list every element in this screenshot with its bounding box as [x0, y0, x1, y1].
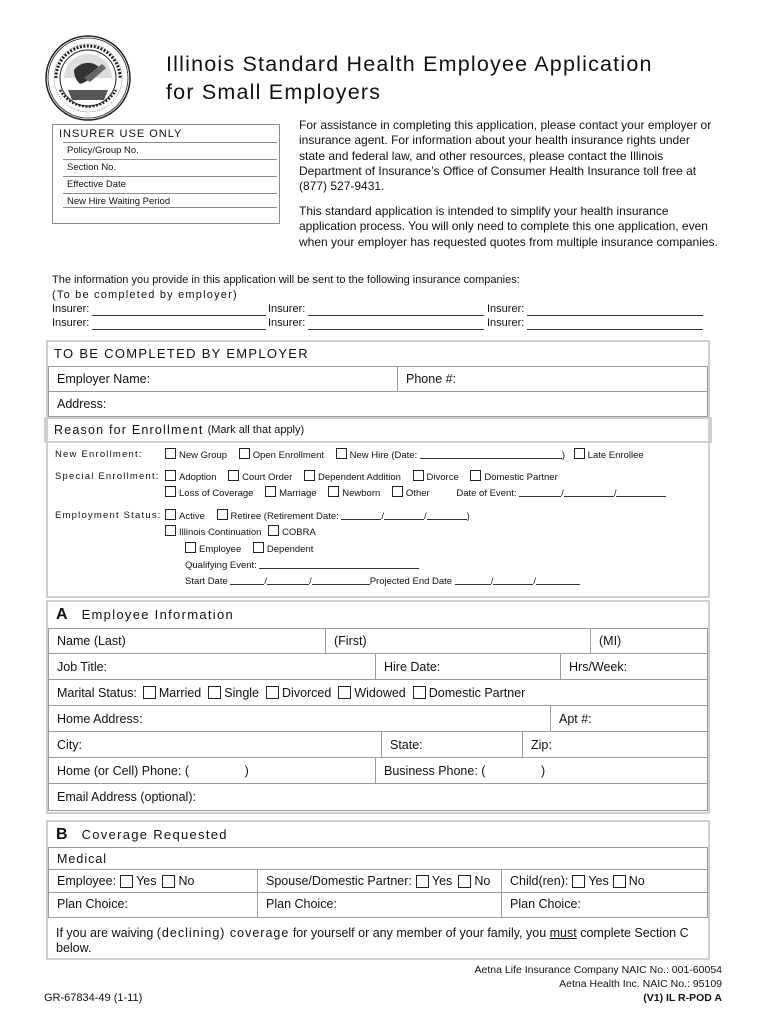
- employee-plan-choice-field[interactable]: Plan Choice:: [48, 892, 258, 918]
- late-enrollee-checkbox[interactable]: [574, 448, 585, 459]
- dependent-addition-checkbox[interactable]: [304, 470, 315, 481]
- effective-date-field[interactable]: Effective Date: [63, 176, 277, 191]
- last-name-field[interactable]: Name (Last): [48, 628, 326, 654]
- state-field[interactable]: State:: [381, 731, 523, 758]
- divorce-label: Divorce: [426, 472, 459, 483]
- active-checkbox[interactable]: [165, 509, 176, 520]
- new-enrollment-options: [165, 448, 644, 461]
- apartment-field[interactable]: Apt #:: [550, 705, 708, 732]
- waiving-coverage-note: [48, 923, 708, 959]
- cobra-label: COBRA: [282, 527, 316, 538]
- medical-label: Medical: [48, 847, 708, 870]
- section-a-letter: A: [56, 606, 68, 623]
- hours-per-week-field[interactable]: Hrs/Week:: [560, 653, 708, 680]
- retiree-checkbox[interactable]: [217, 509, 228, 520]
- insurer-label-3: Insurer:: [487, 303, 525, 315]
- home-phone-field[interactable]: [48, 757, 376, 784]
- retirement-day-line[interactable]: [384, 509, 424, 520]
- middle-initial-field[interactable]: (MI): [590, 628, 708, 654]
- insurers-intro: The information you provide in this application will be sent to the following insurance companies:: [52, 274, 520, 286]
- section-a-header: [56, 606, 234, 624]
- spouse-coverage-label: Spouse/Domestic Partner:: [266, 874, 412, 888]
- employee-checkbox[interactable]: [185, 542, 196, 553]
- assistance-paragraph: For assistance in completing this application, please contact your employer or insurance agent. For information about your health insurance rights under state and federal law, and other resources, please contact the Illinois Department of Insurance’s Office of Consumer Health Insurance toll free at (877) 527-9431.: [299, 118, 712, 194]
- active-label: Active: [179, 511, 205, 522]
- new-hire-checkbox[interactable]: [336, 448, 347, 459]
- hire-date-field[interactable]: Hire Date:: [375, 653, 561, 680]
- special-enrollment-row1: [165, 470, 558, 483]
- insurer-1-line[interactable]: [92, 315, 266, 316]
- court-order-checkbox[interactable]: [228, 470, 239, 481]
- children-yes-label: Yes: [588, 874, 609, 888]
- insurer-label-5: Insurer:: [268, 317, 306, 329]
- employee-yes-checkbox[interactable]: [120, 875, 133, 888]
- footer-aetna-health: Aetna Health Inc. NAIC No.: 95109: [559, 978, 722, 990]
- insurer-2-line[interactable]: [308, 315, 484, 316]
- spouse-no-label: No: [474, 874, 491, 888]
- projected-end-date-label: Projected End Date: [369, 576, 453, 587]
- late-enrollee-label: Late Enrollee: [587, 450, 644, 461]
- loss-of-coverage-checkbox[interactable]: [165, 486, 176, 497]
- open-enrollment-label: Open Enrollment: [252, 450, 324, 461]
- children-coverage-cell: [501, 869, 708, 893]
- special-enrollment-row2: Loss of Coverage Marriage Newborn Other Date of Event: / /: [165, 486, 666, 499]
- new-hire-close: ): [561, 450, 566, 461]
- special-enrollment-label: Special Enrollment:: [55, 471, 160, 482]
- start-month-line[interactable]: [230, 574, 264, 585]
- retirement-month-line[interactable]: [341, 509, 381, 520]
- children-plan-choice-field[interactable]: Plan Choice:: [501, 892, 708, 918]
- title-line-1: Illinois Standard Health Employee Application: [166, 52, 653, 76]
- new-hire-waiting-period-field[interactable]: New Hire Waiting Period: [63, 193, 277, 208]
- employer-section-header: TO BE COMPLETED BY EMPLOYER: [54, 346, 309, 361]
- dependent-status-label: Dependent: [266, 544, 314, 555]
- illinois-continuation-checkbox[interactable]: [165, 525, 176, 536]
- new-enrollment-label: New Enrollment:: [55, 449, 143, 460]
- section-b-letter: B: [56, 826, 68, 843]
- event-month-line[interactable]: [519, 486, 561, 497]
- domestic-partner-label: Domestic Partner: [484, 472, 558, 483]
- employer-name-field[interactable]: Employer Name:: [48, 366, 398, 392]
- children-yes-checkbox[interactable]: [572, 875, 585, 888]
- employer-address-field[interactable]: Address:: [48, 391, 708, 417]
- dependent-checkbox[interactable]: [253, 542, 264, 553]
- start-end-date-row: Start Date / / Projected End Date / /: [185, 574, 580, 587]
- footer-aetna-life: Aetna Life Insurance Company NAIC No.: 001-60054: [474, 964, 722, 976]
- children-coverage-label: Child(ren):: [510, 874, 569, 888]
- marital-status-label: Marital Status:: [57, 685, 137, 700]
- widowed-label: Widowed: [354, 685, 406, 700]
- standard-application-paragraph: This standard application is intended to simplify your health insurance application process. You will only need to complete this one application, even when your employer has requested quotes from multiple insurance companies.: [299, 204, 718, 249]
- end-year-line[interactable]: [536, 574, 580, 585]
- employee-yes-label: Yes: [136, 874, 157, 888]
- dependent-addition-label: Dependent Addition: [317, 472, 401, 483]
- end-month-line[interactable]: [455, 574, 491, 585]
- employee-coverage-label: Employee:: [57, 874, 117, 888]
- reason-for-enrollment-bar: [44, 417, 712, 443]
- end-day-line[interactable]: [493, 574, 533, 585]
- section-a-title: Employee Information: [81, 607, 235, 622]
- married-label: Married: [158, 685, 202, 700]
- insurer-6-line[interactable]: [527, 329, 703, 330]
- single-label: Single: [224, 685, 260, 700]
- qualifying-event-line[interactable]: [259, 558, 419, 569]
- event-year-line[interactable]: [616, 486, 666, 497]
- insurer-label-6: Insurer:: [487, 317, 525, 329]
- spouse-no-checkbox[interactable]: [458, 875, 471, 888]
- married-checkbox[interactable]: [143, 686, 156, 699]
- waiving-mid: for yourself or any member of your family, you: [292, 926, 547, 940]
- spouse-plan-choice-field[interactable]: Plan Choice:: [257, 892, 502, 918]
- employer-phone-field[interactable]: Phone #:: [397, 366, 708, 392]
- home-address-field[interactable]: Home Address:: [48, 705, 551, 732]
- new-hire-label: New Hire (Date:: [349, 450, 418, 461]
- spouse-yes-checkbox[interactable]: [416, 875, 429, 888]
- insurer-label-2: Insurer:: [268, 303, 306, 315]
- insurer-use-header: INSURER USE ONLY: [59, 128, 183, 140]
- section-no-field[interactable]: Section No.: [63, 159, 277, 174]
- qualifying-event-label: Qualifying Event:: [185, 560, 257, 571]
- waiving-post: complete Section C: [580, 926, 689, 940]
- children-no-label: No: [628, 874, 645, 888]
- insurers-note: (To be completed by employer): [52, 289, 238, 301]
- spouse-coverage-cell: [257, 869, 502, 893]
- insurer-use-only-box: [52, 124, 280, 224]
- zip-field[interactable]: Zip:: [522, 731, 708, 758]
- domestic-partner-marital-checkbox[interactable]: [413, 686, 426, 699]
- section-b-title: Coverage Requested: [81, 827, 228, 842]
- footer-form-number: GR-67834-49 (1-11): [44, 992, 143, 1004]
- waiving-line2: below.: [56, 941, 92, 955]
- divorce-checkbox[interactable]: [413, 470, 424, 481]
- title-line-2: for Small Employers: [166, 80, 382, 104]
- footer-version: (V1) IL R-POD A: [643, 992, 722, 1004]
- start-day-line[interactable]: [267, 574, 309, 585]
- home-phone-area-code: ( ): [184, 763, 249, 778]
- waiving-must: must: [549, 926, 577, 940]
- newborn-checkbox[interactable]: [328, 486, 339, 497]
- home-phone-label: Home (or Cell) Phone:: [57, 763, 182, 778]
- new-group-label: New Group: [179, 450, 228, 461]
- section-b-header: [56, 826, 228, 844]
- email-address-field[interactable]: Email Address (optional):: [48, 783, 708, 811]
- business-phone-label: Business Phone:: [384, 763, 478, 778]
- employee-status-label: Employee: [199, 544, 242, 555]
- employment-status-label: Employment Status:: [55, 510, 162, 521]
- single-checkbox[interactable]: [208, 686, 221, 699]
- start-date-label: Start Date: [185, 576, 228, 587]
- newborn-label: Newborn: [342, 488, 381, 499]
- insurer-label-1: Insurer:: [52, 303, 90, 315]
- insurer-3-line[interactable]: [527, 315, 703, 316]
- retiree-label: Retiree (Retirement Date:: [230, 511, 339, 522]
- adoption-label: Adoption: [179, 472, 217, 483]
- business-phone-area-code: ( ): [481, 763, 546, 778]
- loss-of-coverage-label: Loss of Coverage: [179, 488, 254, 499]
- domestic-partner-marital-label: Domestic Partner: [428, 685, 526, 700]
- domestic-partner-checkbox[interactable]: [470, 470, 481, 481]
- illinois-continuation-label: Illinois Continuation: [179, 527, 262, 538]
- other-checkbox[interactable]: [392, 486, 403, 497]
- first-name-field[interactable]: (First): [325, 628, 591, 654]
- other-label: Other: [405, 488, 430, 499]
- retirement-year-line[interactable]: [427, 509, 467, 520]
- employment-status-row2: [165, 525, 316, 538]
- employment-status-row1: Active Retiree (Retirement Date: / / ): [165, 509, 470, 522]
- insurer-label-4: Insurer:: [52, 317, 90, 329]
- divorced-label: Divorced: [282, 685, 332, 700]
- open-enrollment-checkbox[interactable]: [239, 448, 250, 459]
- reason-label: Reason for Enrollment: [54, 423, 204, 437]
- insurer-4-line[interactable]: [92, 329, 266, 330]
- waiving-pre: If you are waiving: [56, 926, 154, 940]
- employee-no-checkbox[interactable]: [162, 875, 175, 888]
- reason-note: (Mark all that apply): [207, 424, 305, 436]
- job-title-field[interactable]: Job Title:: [48, 653, 376, 680]
- waiving-spaced: (declining) coverage: [156, 926, 290, 940]
- children-no-checkbox[interactable]: [613, 875, 626, 888]
- event-day-line[interactable]: [564, 486, 614, 497]
- retiree-close: ): [466, 511, 470, 522]
- city-field[interactable]: City:: [48, 731, 382, 758]
- marriage-checkbox[interactable]: [265, 486, 276, 497]
- marriage-label: Marriage: [279, 488, 317, 499]
- form-title: [166, 50, 653, 106]
- business-phone-field[interactable]: [375, 757, 708, 784]
- divorced-checkbox[interactable]: [266, 686, 279, 699]
- spouse-yes-label: Yes: [431, 874, 453, 888]
- new-hire-date-line[interactable]: [420, 448, 562, 459]
- illinois-state-seal: [44, 34, 132, 122]
- marital-status-row: [48, 679, 708, 706]
- employee-coverage-cell: [48, 869, 258, 893]
- adoption-checkbox[interactable]: [165, 470, 176, 481]
- date-of-event-label: Date of Event:: [456, 488, 517, 499]
- new-group-checkbox[interactable]: [165, 448, 176, 459]
- policy-group-no-field[interactable]: Policy/Group No.: [63, 142, 277, 157]
- employee-no-label: No: [178, 874, 195, 888]
- qualifying-event-row: [185, 558, 419, 571]
- widowed-checkbox[interactable]: [338, 686, 351, 699]
- employment-status-row3: [185, 542, 313, 555]
- start-year-line[interactable]: [312, 574, 370, 585]
- insurer-5-line[interactable]: [308, 329, 484, 330]
- cobra-checkbox[interactable]: [268, 525, 279, 536]
- court-order-label: Court Order: [242, 472, 293, 483]
